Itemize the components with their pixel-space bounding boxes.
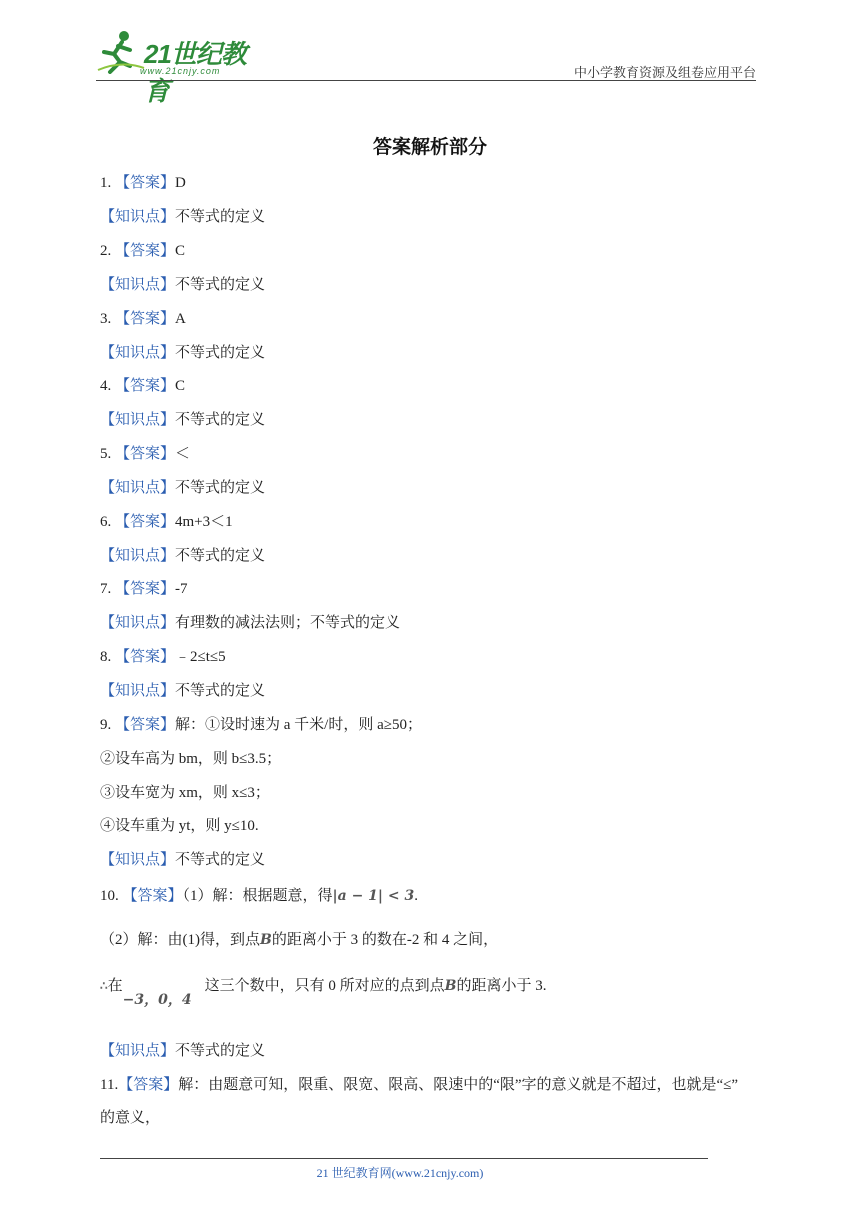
- answer-11-line-2: 的意义，: [100, 1110, 161, 1126]
- page-title: 答案解析部分: [372, 136, 487, 158]
- answer-line-1: 1. 【答案】D: [100, 175, 186, 191]
- logo-text: 21世纪教育: [144, 39, 246, 106]
- page-footer: 21 世纪教育网(www.21cnjy.com): [316, 1166, 484, 1180]
- site-logo: [96, 30, 266, 106]
- knowledge-line-10: 【知识点】不等式的定义: [100, 1043, 266, 1059]
- point-b-label-2: B: [444, 978, 457, 994]
- answer-line-7: 7. 【答案】-7: [100, 581, 188, 597]
- answer-line-9: 9. 【答案】解：①设时速为 a 千米/时，则 a≥50；: [100, 717, 422, 733]
- answer-9-line-3: ③设车宽为 xm，则 x≤3；: [100, 785, 270, 801]
- knowledge-line-8: 【知识点】不等式的定义: [100, 683, 266, 699]
- answer-line-6: 6. 【答案】4m+3＜1: [100, 514, 233, 530]
- knowledge-line-6: 【知识点】不等式的定义: [100, 548, 266, 564]
- knowledge-line-2: 【知识点】不等式的定义: [100, 277, 266, 293]
- therefore-symbol: ∴: [100, 979, 108, 993]
- number-set-formula: −3，0，4: [122, 992, 192, 1008]
- answer-line-4: 4. 【答案】C: [100, 378, 186, 394]
- answer-line-5: 5. 【答案】＜: [100, 446, 191, 462]
- footer-divider: [100, 1158, 708, 1159]
- runner-logo-icon: [96, 30, 146, 74]
- header-platform-text: 中小学教育资源及组卷应用平台: [573, 65, 756, 80]
- page-header: [0, 0, 860, 106]
- answer-line-2: 2. 【答案】C: [100, 243, 186, 259]
- knowledge-line-5: 【知识点】不等式的定义: [100, 480, 266, 496]
- knowledge-line-7: 【知识点】有理数的减法法则；不等式的定义: [100, 615, 401, 631]
- answer-10-line-2: （2）解：由(1)得，到点B的距离小于 3 的数在-2 和 4 之间，: [100, 932, 499, 948]
- answer-line-8: 8. 【答案】﹣2≤t≤5: [100, 649, 226, 665]
- answer-9-line-4: ④设车重为 yt，则 y≤10.: [100, 818, 259, 834]
- header-divider: [96, 80, 756, 81]
- logo-url: www.21cnjy.com: [140, 66, 221, 76]
- answer-10-line-3: ∴在−3，0，4这三个数中，只有 0 所对应的点到点B的距离小于 3.: [100, 978, 547, 1008]
- answer-line-10: 10. 【答案】（1）解：根据题意，得|a − 1| < 3.: [100, 888, 418, 904]
- inequality-formula: |a − 1| < 3: [332, 888, 415, 904]
- answer-line-11: 11.【答案】解：由题意可知，限重、限宽、限高、限速中的“限”字的意义就是不超过，也就是“≤”: [100, 1077, 739, 1093]
- answer-line-3: 3. 【答案】A: [100, 311, 186, 327]
- answer-9-line-2: ②设车高为 bm，则 b≤3.5；: [100, 751, 282, 767]
- knowledge-line-9: 【知识点】不等式的定义: [100, 852, 266, 868]
- knowledge-line-1: 【知识点】不等式的定义: [100, 209, 266, 225]
- point-b-label: B: [260, 932, 272, 948]
- knowledge-line-3: 【知识点】不等式的定义: [100, 345, 266, 361]
- knowledge-line-4: 【知识点】不等式的定义: [100, 412, 266, 428]
